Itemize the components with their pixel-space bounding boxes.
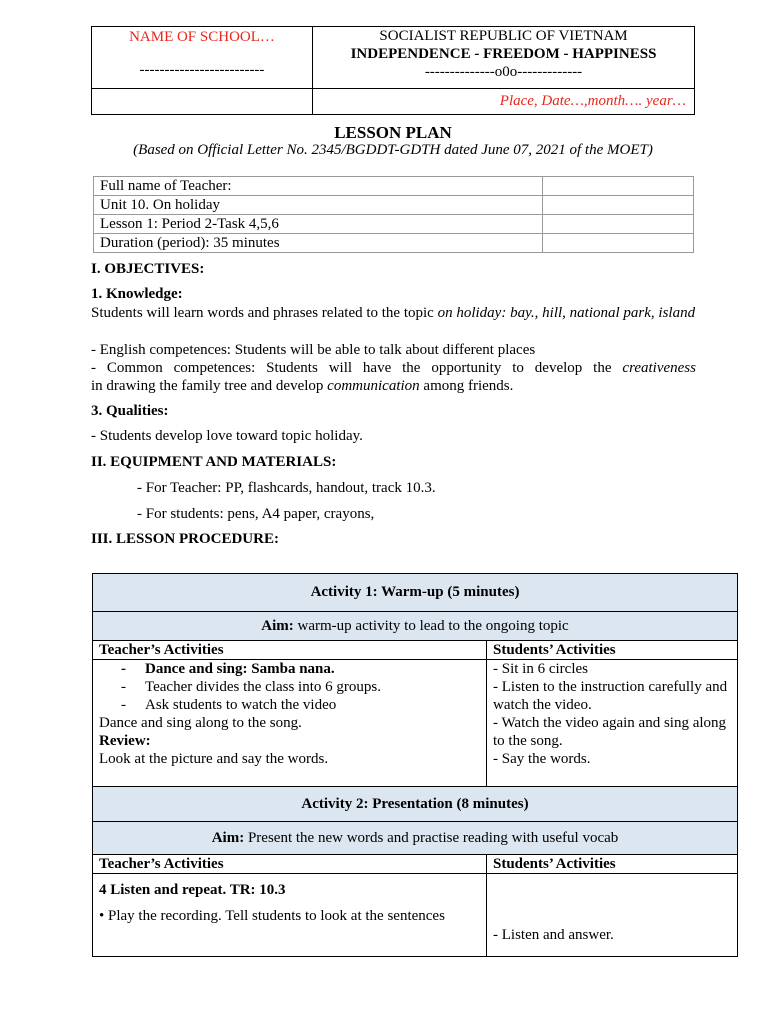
activity2-title-row <box>93 787 738 822</box>
national-motto: INDEPENDENCE - FREEDOM - HAPPINESS <box>350 46 657 62</box>
equipment-teacher: - For Teacher: PP, flashcards, handout, track 10.3. <box>137 480 436 496</box>
list-item: - Say the words. <box>493 751 591 767</box>
qualities-text: - Students develop love toward topic holiday. <box>91 428 363 444</box>
info-value <box>543 177 694 196</box>
knowledge-topic: on holiday: bay., hill, national park, island <box>437 305 696 321</box>
teacher-activities-header: Teacher’s Activities <box>93 641 487 660</box>
list-item: - Watch the video again and sing along to the song. <box>493 715 727 749</box>
school-name: NAME OF SCHOOL… <box>129 29 275 45</box>
activity1-teacher-cell <box>93 660 487 787</box>
info-row <box>94 234 694 253</box>
motto-dashes: --------------o0o------------- <box>424 64 583 80</box>
activity2-body-row <box>93 874 738 957</box>
list-item: - Teacher divides the class into 6 groups. <box>145 678 480 696</box>
activity2-aim-row <box>93 822 738 855</box>
qualities-heading: 3. Qualities: <box>91 403 169 419</box>
school-cell <box>92 27 313 89</box>
activity2-header-row <box>93 855 738 874</box>
activity2-students-cell <box>487 874 738 957</box>
activity1-aim-row <box>93 612 738 641</box>
teacher-line: Dance and sing along to the song. <box>99 715 302 731</box>
activity2-teacher-cell <box>93 874 487 957</box>
activity1-aim <box>93 612 738 641</box>
list-item: - Listen to the instruction carefully and watch the video. <box>493 679 728 713</box>
common-line-1 <box>91 359 696 377</box>
equipment-heading: II. EQUIPMENT AND MATERIALS: <box>91 454 337 470</box>
info-row <box>94 215 694 234</box>
list-item: - Dance and sing: Samba nana. <box>145 660 480 678</box>
aim-label: Aim: <box>261 617 294 634</box>
aim-text: warm-up activity to lead to the ongoing topic <box>293 617 569 634</box>
knowledge-text <box>91 304 696 322</box>
activities-table <box>92 573 738 957</box>
knowledge-heading: 1. Knowledge: <box>91 286 183 302</box>
info-value <box>543 234 694 253</box>
list-item: - Sit in 6 circles <box>493 661 588 677</box>
empty-cell <box>92 89 313 115</box>
info-cell: Duration (period): 35 minutes <box>94 234 543 253</box>
info-value <box>543 215 694 234</box>
students-activities-header: Students’ Activities <box>487 855 738 874</box>
info-cell: Unit 10. On holiday <box>94 196 543 215</box>
activity2-aim <box>93 822 738 855</box>
objectives-heading: I. OBJECTIVES: <box>91 261 205 277</box>
lesson-info-table <box>93 176 694 253</box>
info-row <box>94 177 694 196</box>
english-competences: - English competences: Students will be able to talk about different places <box>91 342 536 358</box>
info-cell: Lesson 1: Period 2-Task 4,5,6 <box>94 215 543 234</box>
task-text: • Play the recording. Tell students to look at the sentences <box>99 908 445 924</box>
review-text: Look at the picture and say the words. <box>99 751 329 767</box>
activity1-title: Activity 1: Warm-up (5 minutes) <box>93 574 738 612</box>
student-text: - Listen and answer. <box>493 927 614 943</box>
procedure-heading: III. LESSON PROCEDURE: <box>91 531 279 547</box>
activity1-title-row <box>93 574 738 612</box>
list-item: - Ask students to watch the video <box>145 696 480 714</box>
header-table <box>91 26 695 115</box>
place-date-cell <box>313 89 695 115</box>
aim-text: Present the new words and practise reading with useful vocab <box>244 829 619 846</box>
students-activities-header: Students’ Activities <box>487 641 738 660</box>
activity2-title: Activity 2: Presentation (8 minutes) <box>93 787 738 822</box>
common-creativeness: creativeness <box>622 360 696 376</box>
info-value <box>543 196 694 215</box>
page-subtitle: (Based on Official Letter No. 2345/BGDDT-GDTH dated June 07, 2021 of the MOET) <box>133 142 653 158</box>
country-name: SOCIALIST REPUBLIC OF VIETNAM <box>379 28 628 44</box>
equipment-students: - For students: pens, A4 paper, crayons, <box>137 506 375 522</box>
teacher-bullet-list <box>99 660 480 714</box>
teacher-activities-header: Teacher’s Activities <box>93 855 487 874</box>
page-title: LESSON PLAN <box>334 123 452 142</box>
knowledge-intro: Students will learn words and phrases related to the topic <box>91 305 438 321</box>
common-text-3: among friends. <box>419 378 514 394</box>
activity1-students-cell <box>487 660 738 787</box>
school-dashes: ------------------------- <box>139 62 265 78</box>
review-label: Review: <box>99 733 151 749</box>
aim-label: Aim: <box>211 829 245 846</box>
info-row <box>94 196 694 215</box>
task-title: 4 Listen and repeat. TR: 10.3 <box>99 882 286 898</box>
common-text-2: in drawing the family tree and develop <box>91 378 328 394</box>
activity1-header-row <box>93 641 738 660</box>
common-communication: communication <box>327 378 420 394</box>
common-text-1: - Common competences: Students will have the opportunity to develop the <box>91 360 623 376</box>
country-cell <box>313 27 695 89</box>
common-line-2 <box>91 377 696 395</box>
common-competences <box>91 359 696 395</box>
activity1-body-row <box>93 660 738 787</box>
place-date: Place, Date…,month…. year… <box>499 93 686 109</box>
info-cell: Full name of Teacher: <box>94 177 543 196</box>
